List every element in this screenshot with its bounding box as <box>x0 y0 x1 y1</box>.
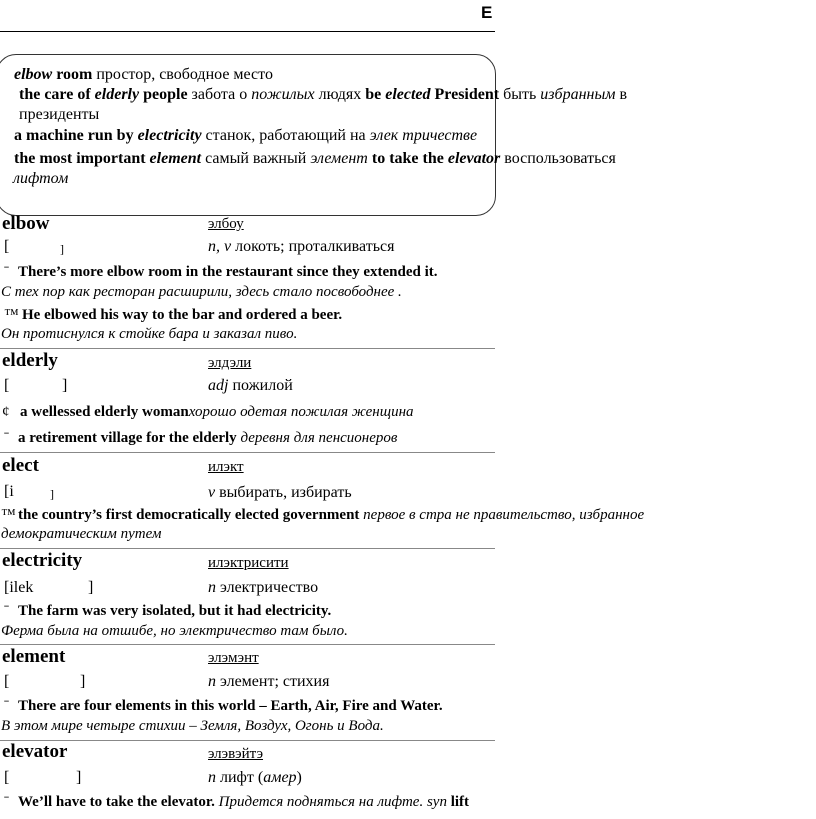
translation-element-1: В этом мире четыре стихии – Земля, Воздух, Огонь и Вода. <box>1 718 384 734</box>
definition-elect: v выбирать, избирать <box>208 484 352 501</box>
definition-element: n элемент; стихия <box>208 673 330 690</box>
entry-separator <box>0 452 495 453</box>
example-elbow-2: ™ He elbowed his way to the bar and ordered a beer. <box>4 307 343 323</box>
phrase-line-1 <box>14 66 273 84</box>
headword-elect: elect <box>2 455 39 476</box>
section-letter: E <box>481 3 493 22</box>
translation-elect-1: демократическим путем <box>1 526 162 542</box>
definition-electricity: n электричество <box>208 579 319 596</box>
pronunciation-elderly: элдэли <box>208 355 252 371</box>
phrase-run: elevator <box>447 150 501 167</box>
phrase-run: people <box>139 86 188 103</box>
phrase-run: elderly <box>94 86 140 103</box>
transcription-close-elevator: ] <box>76 769 82 786</box>
phrase-run: президенты <box>19 106 100 123</box>
phrase-run: elbow <box>14 66 53 83</box>
entry-separator <box>0 740 495 741</box>
phrase-run: воспользоваться <box>500 150 616 167</box>
phrase-run: to take the <box>367 150 448 167</box>
phrase-run: быть <box>499 86 541 103</box>
phrase-line-3 <box>19 106 99 124</box>
transcription-close-electricity: ] <box>88 579 94 596</box>
transcription-close-elect: ] <box>50 487 54 501</box>
headword-elderly: elderly <box>2 350 58 371</box>
phrase-run: избранным <box>540 86 616 103</box>
translation-elbow-1: С тех пор как ресторан расширили, здесь стало посвободнее . <box>1 284 402 300</box>
phrase-run: простор, свободное место <box>92 66 273 83</box>
headword-electricity: electricity <box>2 550 83 571</box>
phrase-line-6 <box>13 170 68 188</box>
phrase-line-2 <box>19 86 627 104</box>
pronunciation-element: элэмэнт <box>208 650 259 666</box>
phrase-run: elected <box>385 86 431 103</box>
phrase-run: пожилых <box>251 86 315 103</box>
phrase-run: самый важный <box>201 150 311 167</box>
definition-elevator: n лифт (амер) <box>208 769 302 786</box>
transcription-close-elbow: ] <box>60 242 64 256</box>
headword-element: element <box>2 646 66 667</box>
transcription-open-element: [ <box>4 673 10 690</box>
transcription-open-elbow: [ <box>4 238 10 255</box>
phrase-run: элемент <box>310 150 368 167</box>
phrase-run: the most important <box>14 150 150 167</box>
headword-elbow: elbow <box>2 213 50 234</box>
example-elderly-1: ¢ a wellessed elderly womanхорошо одетая пожилая женщина <box>2 404 414 420</box>
headword-elevator: elevator <box>2 741 68 762</box>
pronunciation-elevator: элэвэйтэ <box>208 746 264 762</box>
phrase-run: the care of <box>19 86 95 103</box>
definition-elbow: n, v локоть; проталкиваться <box>208 238 395 255</box>
transcription-open-electricity: [ilek <box>4 579 34 596</box>
phrase-run: electricity <box>137 127 202 144</box>
example-electricity-1: ˉ The farm was very isolated, but it had electricity. <box>4 603 332 619</box>
phrase-run: element <box>149 150 202 167</box>
entry-separator <box>0 548 495 549</box>
translation-electricity-1: Ферма была на отшибе, но электричество там было. <box>1 623 348 639</box>
example-elderly-2: ˉ a retirement village for the elderly деревня для пенсионеров <box>4 430 398 446</box>
phrase-run: в <box>615 86 628 103</box>
example-elevator-1: ˉ We’ll have to take the elevator. Придется подняться на лифте. syn lift <box>4 794 470 810</box>
pronunciation-elect: илэкт <box>208 459 244 475</box>
phrase-line-5 <box>14 150 616 168</box>
pronunciation-elbow: элбоу <box>208 216 244 232</box>
phrase-run: President <box>430 86 500 103</box>
example-element-1: ˉ There are four elements in this world – Earth, Air, Fire and Water. <box>4 698 443 714</box>
transcription-open-elevator: [ <box>4 769 10 786</box>
top-rule <box>0 31 495 32</box>
phrase-run: станок, работающий на <box>201 127 370 144</box>
phrase-run: a machine run by <box>14 127 138 144</box>
phrase-run: забота о <box>187 86 252 103</box>
phrase-run: be <box>365 86 386 103</box>
transcription-close-elderly: ] <box>62 377 68 394</box>
example-elbow-1: ˉ There’s more elbow room in the restaurant since they extended it. <box>4 264 438 280</box>
transcription-close-element: ] <box>80 673 86 690</box>
phrase-run: room <box>52 66 93 83</box>
phrase-run: лифтом <box>13 170 69 187</box>
phrase-run: людях <box>314 86 366 103</box>
phrase-line-4 <box>14 127 477 145</box>
pronunciation-electricity: илэктрисити <box>208 555 289 571</box>
definition-elderly: adj пожилой <box>208 377 293 394</box>
phrase-run: элек тричестве <box>369 127 478 144</box>
translation-elbow-2: Он протиснулся к стойке бара и заказал пиво. <box>1 326 298 342</box>
transcription-open-elderly: [ <box>4 377 10 394</box>
transcription-open-elect: [i <box>4 483 14 500</box>
entry-separator <box>0 348 495 349</box>
entry-separator <box>0 644 495 645</box>
example-elect-1: ™ the country’s first democratically elected government первое в стра не правительство, избранное <box>1 507 645 523</box>
